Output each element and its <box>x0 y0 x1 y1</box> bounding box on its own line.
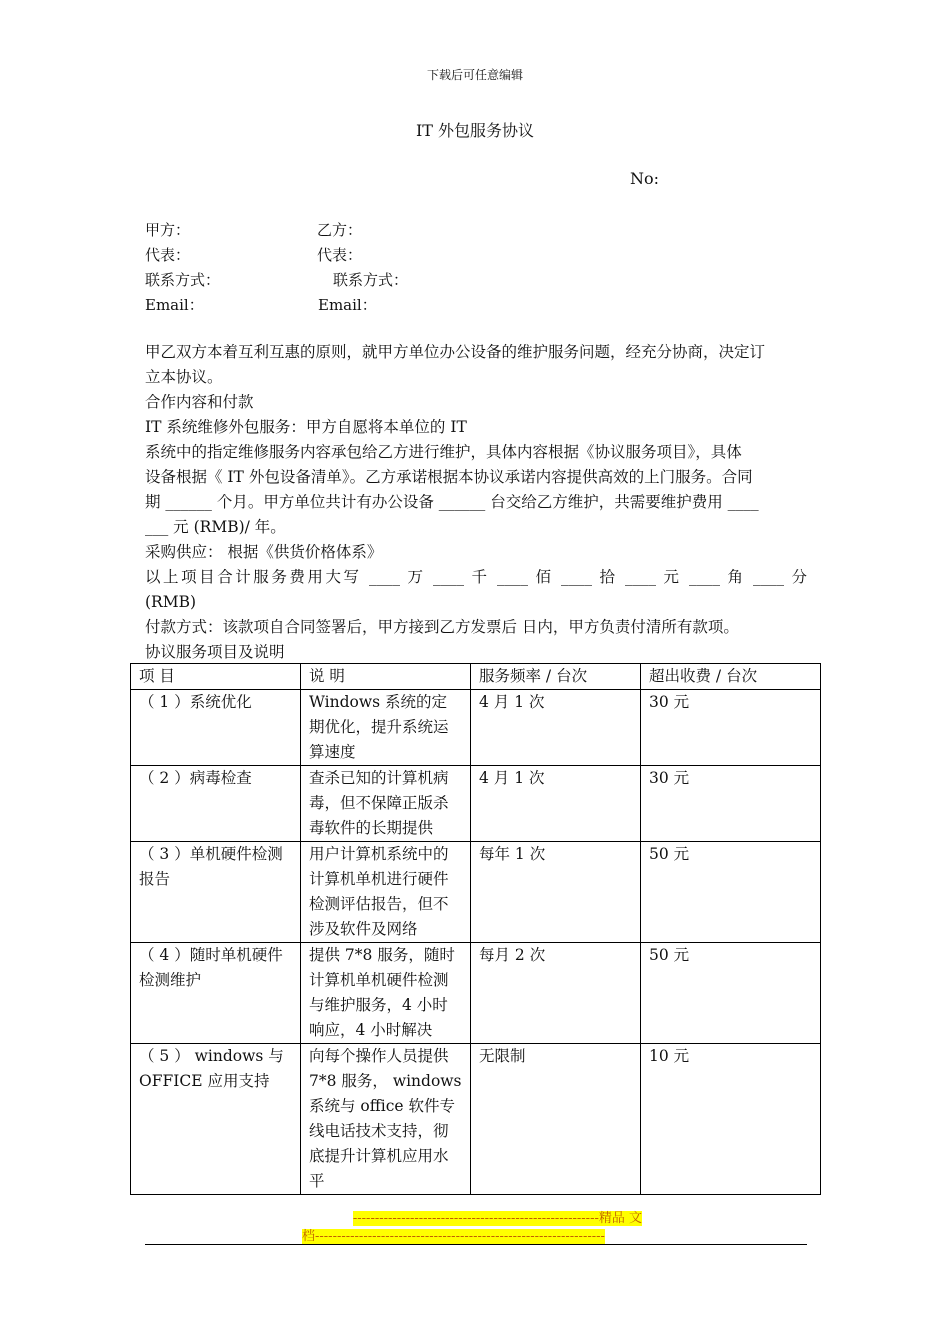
paragraph-line-3: 期 ______ 个月。甲方单位共计有办公设备 ______ 台交给乙方维护，共需要维护费用 ____ <box>145 493 759 511</box>
cell-description: 用户计算机系统中的计算机单机进行硬件检测评估报告，但不涉及软件及网络 <box>301 842 471 943</box>
total-fee-line: 以上项目合计服务费用大写 ____ 万 ____ 千 ____ 佰 ____ 拾 ____ 元 ____ 角 ____ 分 <box>145 568 807 586</box>
cell-item: （ 5 ） windows 与 OFFICE 应用支持 <box>131 1044 301 1195</box>
email-b-label: Email： <box>318 296 377 314</box>
it-service-line: IT 系统维修外包服务：甲方自愿将本单位的 IT <box>145 418 467 436</box>
footer-line-2: 档------------------------------------------------------------------ <box>302 1229 605 1244</box>
table-header-row <box>131 664 821 690</box>
contact-b-label: 联系方式： <box>333 271 409 289</box>
header-description: 说 明 <box>301 664 471 690</box>
paragraph-line-2: 设备根据《 IT 外包设备清单》。乙方承诺根据本协议承诺内容提供高效的上门服务。合同 <box>145 468 753 486</box>
paragraph-line-1: 系统中的指定维修服务内容承包给乙方进行维护，具体内容根据《协议服务项目》，具体 <box>145 443 742 461</box>
cell-description: Windows 系统的定期优化，提升系统运算速度 <box>301 690 471 766</box>
table-row <box>131 842 821 943</box>
header-extra-fee: 超出收费 / 台次 <box>641 664 821 690</box>
cell-frequency: 每月 2 次 <box>471 943 641 1044</box>
header-frequency: 服务频率 / 台次 <box>471 664 641 690</box>
cell-item: （ 2 ）病毒检查 <box>131 766 301 842</box>
footer-line-1: --------------------------------------------------------精品 文 <box>352 1211 642 1226</box>
document-number-label: No: <box>630 169 660 188</box>
table-row <box>131 943 821 1044</box>
agreement-body <box>145 340 807 665</box>
cell-description: 查杀已知的计算机病毒，但不保障正版杀毒软件的长期提供 <box>301 766 471 842</box>
cell-frequency: 4 月 1 次 <box>471 766 641 842</box>
purchase-line: 采购供应： 根据《供货价格体系》 <box>145 543 383 561</box>
cell-description: 向每个操作人员提供 7*8 服务， windows 系统与 office 软件专线电话技术支持，彻底提升计算机应用水平 <box>301 1044 471 1195</box>
cell-fee: 30 元 <box>641 766 821 842</box>
header-item: 项 目 <box>131 664 301 690</box>
email-a-label: Email： <box>145 296 204 314</box>
cell-fee: 10 元 <box>641 1044 821 1195</box>
section-cooperation-heading: 合作内容和付款 <box>145 393 254 411</box>
contact-a-label: 联系方式： <box>145 271 221 289</box>
document-title: IT 外包服务协议 <box>415 121 535 140</box>
rep-b-label: 代表： <box>317 246 363 264</box>
cell-frequency: 4 月 1 次 <box>471 690 641 766</box>
table-row <box>131 766 821 842</box>
intro-line-2: 立本协议。 <box>145 368 223 386</box>
footer-divider <box>145 1244 807 1245</box>
cell-item: （ 3 ）单机硬件检测报告 <box>131 842 301 943</box>
table-row <box>131 1044 821 1195</box>
party-a-label: 甲方： <box>145 221 191 239</box>
cell-item: （ 1 ）系统优化 <box>131 690 301 766</box>
top-note: 下载后可任意编辑 <box>426 68 523 82</box>
cell-description: 提供 7*8 服务，随时计算机单机硬件检测与维护服务，4 小时响应，4 小时解决 <box>301 943 471 1044</box>
service-items-table <box>130 663 821 1195</box>
rmb-line: (RMB) <box>145 593 197 611</box>
cell-fee: 50 元 <box>641 842 821 943</box>
intro-line-1: 甲乙双方本着互利互惠的原则，就甲方单位办公设备的维护服务问题，经充分协商，决定订 <box>145 343 766 361</box>
footer-highlight <box>302 1210 642 1246</box>
party-b-label: 乙方： <box>317 221 363 239</box>
table-row <box>131 690 821 766</box>
cell-frequency: 每年 1 次 <box>471 842 641 943</box>
rep-a-label: 代表： <box>145 246 191 264</box>
cell-frequency: 无限制 <box>471 1044 641 1195</box>
cell-item: （ 4 ）随时单机硬件检测维护 <box>131 943 301 1044</box>
paragraph-line-4: ___ 元 (RMB)/ 年。 <box>145 518 286 536</box>
payment-line: 付款方式：该款项自合同签署后，甲方接到乙方发票后 日内，甲方负责付清所有款项。 <box>145 618 739 636</box>
section-service-items-heading: 协议服务项目及说明 <box>145 643 285 661</box>
cell-fee: 50 元 <box>641 943 821 1044</box>
cell-fee: 30 元 <box>641 690 821 766</box>
